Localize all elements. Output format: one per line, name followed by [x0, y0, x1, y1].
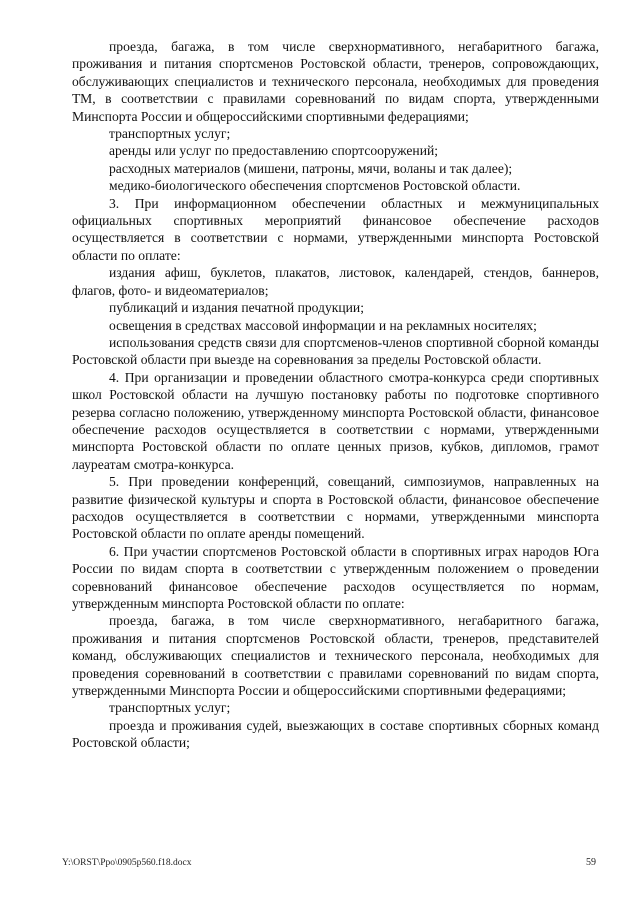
- paragraph: издания афиш, буклетов, плакатов, листовок, календарей, стендов, баннеров, флагов, фото- и видеоматериалов;: [72, 265, 599, 298]
- paragraph: 6. При участии спортсменов Ростовской области в спортивных играх народов Юга России по видам спорта в соответствии с утвержденным положением о проведении соревнований финансовое обеспечение расходов осуществляется по нормам, утвержденным минспорта Ростовской области по оплате:: [72, 543, 599, 611]
- paragraph: проезда, багажа, в том числе сверхнормативного, негабаритного багажа, проживания и питания спортсменов Ростовской области, тренеров, представителей команд, обслуживающих специалистов и технического персонала, необходимых для проведения соревнований в соответствии с правилами соревнований по видам спорта, утвержденными Минспорта России и общероссийскими спортивными федерациями;: [72, 613, 599, 699]
- paragraph: освещения в средствах массовой информации и на рекламных носителях;: [109, 317, 537, 333]
- document-body: [72, 38, 599, 752]
- paragraph: 3. При информационном обеспечении областных и межмуниципальных официальных спортивных мероприятий финансовое обеспечение расходов осуществляется в соответствии с нормами, утвержденными минспорта Ростовской области по оплате:: [72, 195, 599, 263]
- paragraph: проезда, багажа, в том числе сверхнормативного, негабаритного багажа, проживания и питания спортсменов Ростовской области, тренеров, сопровождающих, обслуживающих специалистов и технического персонала, необходимых для проведения ТМ, в соответствии с правилами соревнований по видам спорта, утвержденными Минспорта России и общероссийскими спортивными федерациями;: [72, 39, 599, 124]
- footer-file-path: Y:\ORST\Ppo\0905p560.f18.docx: [62, 858, 192, 868]
- paragraph: аренды или услуг по предоставлению спортсооружений;: [109, 143, 439, 159]
- paragraph: публикаций и издания печатной продукции;: [109, 300, 364, 316]
- paragraph: 4. При организации и проведении областного смотра-конкурса среди спортивных школ Ростовской области на лучшую постановку работы по подготовке спортивного резерва согласно положению, утвержденному минспорта Ростовской области, финансовое обеспечение расходов осуществляется в соответствии с нормами, утвержденными минспорта Ростовской области по оплате ценных призов, кубков, дипломов, грамот лауреатам смотра-конкурса.: [72, 369, 599, 472]
- paragraph: расходных материалов (мишени, патроны, мячи, воланы и так далее);: [109, 160, 513, 176]
- paragraph: проезда и проживания судей, выезжающих в составе спортивных сборных команд Ростовской области;: [72, 717, 599, 751]
- paragraph: медико-биологического обеспечения спортсменов Ростовской области.: [109, 178, 521, 194]
- paragraph: транспортных услуг;: [109, 126, 231, 142]
- paragraph: использования средств связи для спортсменов-членов спортивной сборной команды Ростовской области при выезде на соревнования за пределы Ростовской области.: [72, 334, 599, 368]
- paragraph: 5. При проведении конференций, совещаний, симпозиумов, направленных на развитие физической культуры и спорта в Ростовской области, финансовое обеспечение расходов осуществляется в соответствии с нормами, утвержденными минспорта Ростовской области по оплате аренды помещений.: [72, 474, 599, 542]
- paragraph: транспортных услуг;: [109, 700, 231, 716]
- page-number: 59: [586, 857, 596, 868]
